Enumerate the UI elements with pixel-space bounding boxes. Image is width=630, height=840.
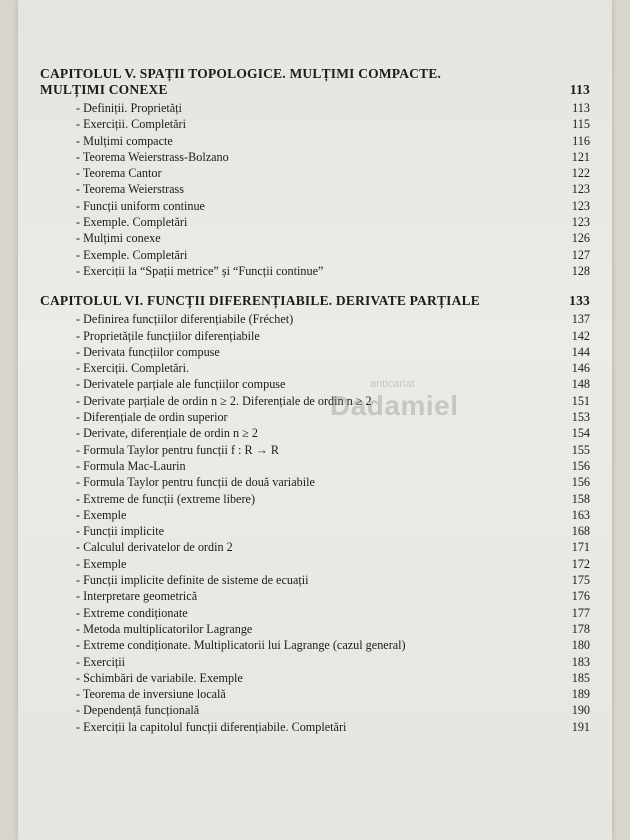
- toc-entry: [40, 100, 590, 116]
- toc-entry-label: - Formula Taylor pentru funcții f : R → R: [76, 442, 280, 457]
- toc-entry-page: 123: [571, 198, 590, 213]
- toc-entry-page: 153: [571, 410, 590, 425]
- toc-entry-label: - Mulțimi compacte: [76, 133, 173, 148]
- toc-entry-label: - Exemple. Completări: [76, 215, 188, 230]
- toc-entry: [40, 670, 590, 686]
- chapter-vi: [40, 293, 590, 735]
- toc-entry: [40, 328, 590, 344]
- toc-entry-label: - Extreme de funcții (extreme libere): [76, 491, 255, 506]
- toc-entry: [40, 165, 590, 181]
- toc-entry-label: - Extreme condiționate: [76, 605, 188, 620]
- toc-entry-page: 123: [571, 182, 590, 197]
- chapter-title: CAPITOLUL VI. FUNCȚII DIFERENȚIABILE. DERIVATE PARȚIALE: [40, 293, 480, 309]
- toc-entry-page: 154: [571, 426, 590, 441]
- toc-entry-label: - Teorema Weierstrass: [76, 182, 185, 197]
- toc-entry: [40, 214, 590, 230]
- toc-entry-label: - Teorema de inversiune locală: [76, 687, 226, 702]
- toc-entry: [40, 686, 590, 702]
- toc-entry: [40, 458, 590, 474]
- toc-entry-label: - Formula Mac-Laurin: [76, 458, 186, 473]
- toc-entry-label: - Extreme condiționate. Multiplicatorii lui Lagrange (cazul general): [76, 638, 406, 653]
- toc-entry: [40, 572, 590, 588]
- toc-entry: [40, 247, 590, 263]
- toc-entry-label: - Definirea funcțiilor diferențiabile (Fréchet): [76, 312, 294, 327]
- toc-entry: [40, 133, 590, 149]
- toc-entry-label: - Proprietățile funcțiilor diferențiabile: [76, 328, 260, 343]
- toc-entry: [40, 230, 590, 246]
- toc-entry-page: 190: [571, 703, 590, 718]
- toc-entry-label: - Derivatele parțiale ale funcțiilor compuse: [76, 377, 286, 392]
- toc-entry: [40, 637, 590, 653]
- toc-entry-label: - Derivate parțiale de ordin n ≥ 2. Diferențiale de ordin n ≥ 2: [76, 393, 372, 408]
- toc-entry-label: - Exerciții la capitolul funcții diferențiabile. Completări: [76, 719, 347, 734]
- toc-entry-page: 168: [571, 524, 590, 539]
- chapter-v: [40, 66, 590, 279]
- document-page: [18, 0, 612, 840]
- toc-entry-label: - Exerciții la “Spații metrice” și “Funcții continue”: [76, 263, 324, 278]
- toc-entry: [40, 376, 590, 392]
- toc-entry-page: 113: [572, 101, 590, 115]
- toc-entry-page: 126: [571, 231, 590, 246]
- toc-entry-label: - Metoda multiplicatorilor Lagrange: [76, 621, 253, 636]
- toc-entry-page: 122: [571, 166, 590, 181]
- toc-entry: [40, 149, 590, 165]
- toc-entry-label: - Funcții implicite definite de sisteme de ecuații: [76, 573, 309, 588]
- toc-entry-label: - Exemple. Completări: [76, 247, 188, 262]
- toc-entry-page: 191: [571, 719, 590, 734]
- toc-entry-label: - Interpretare geometrică: [76, 589, 198, 604]
- toc-entry: [40, 507, 590, 523]
- toc-entry-label: - Schimbări de variabile. Exemple: [76, 670, 243, 685]
- toc-entry: [40, 702, 590, 718]
- toc-entry-page: 176: [571, 589, 590, 604]
- toc-entry: [40, 588, 590, 604]
- toc-entry: [40, 360, 590, 376]
- toc-entry-label: - Dependență funcțională: [76, 703, 200, 718]
- toc-entry: [40, 621, 590, 637]
- toc-entry: [40, 393, 590, 409]
- toc-entry-page: 142: [571, 328, 590, 343]
- toc-entry: [40, 491, 590, 507]
- toc-entry: [40, 198, 590, 214]
- toc-entry-label: - Calculul derivatelor de ordin 2: [76, 540, 233, 555]
- toc-entry-label: - Exerciții. Completări.: [76, 361, 190, 376]
- toc-entry-label: - Funcții implicite: [76, 524, 165, 539]
- toc-entry: [40, 539, 590, 555]
- toc-entry-page: 171: [571, 540, 590, 555]
- toc-entry: [40, 605, 590, 621]
- toc-entry: [40, 442, 590, 458]
- watermark-small-text: anticariat: [370, 378, 415, 390]
- toc-entry-page: 128: [571, 263, 590, 278]
- toc-entry-page: 146: [571, 361, 590, 376]
- toc-entry-page: 180: [571, 638, 590, 653]
- toc-entry: [40, 181, 590, 197]
- toc-entry: [40, 719, 590, 735]
- toc-entry: [40, 263, 590, 279]
- toc-entry: [40, 474, 590, 490]
- toc-entry: [40, 556, 590, 572]
- toc-entry-page: 148: [571, 377, 590, 392]
- toc-entry-page: 151: [571, 393, 590, 408]
- toc-entry-page: 127: [571, 247, 590, 262]
- toc-entry-page: 178: [571, 621, 590, 636]
- watermark-big-text: Dadamiel: [330, 390, 459, 421]
- toc-entry: [40, 654, 590, 670]
- toc-entry-page: 185: [571, 670, 590, 685]
- toc-entry-label: - Diferențiale de ordin superior: [76, 410, 228, 425]
- toc-entry-page: 189: [571, 687, 590, 702]
- toc-entry: [40, 116, 590, 132]
- toc-entry-page: 177: [571, 605, 590, 620]
- toc-entry-page: 158: [571, 491, 590, 506]
- chapter-page-number: 113: [569, 82, 590, 97]
- toc-entry-page: 172: [571, 556, 590, 571]
- toc-entry: [40, 523, 590, 539]
- toc-entry-label: - Definiții. Proprietăți: [76, 101, 182, 115]
- toc-entry-label: - Derivata funcțiilor compuse: [76, 344, 220, 359]
- toc-entry-page: 121: [571, 149, 590, 164]
- toc-entry-page: 183: [571, 654, 590, 669]
- chapter-heading: [40, 66, 590, 98]
- chapter-entries: [40, 311, 590, 735]
- toc-entry-label: - Exerciții: [76, 654, 126, 669]
- toc-entry-page: 115: [572, 117, 590, 132]
- chapter-heading: [40, 293, 590, 309]
- toc-entry-label: - Exemple: [76, 556, 127, 571]
- toc-entry-label: - Mulțimi conexe: [76, 231, 161, 246]
- toc-entry-page: 144: [571, 344, 590, 359]
- toc-entry: [40, 425, 590, 441]
- toc-entry-page: 123: [571, 215, 590, 230]
- chapter-entries: [40, 100, 590, 279]
- toc-entry-page: 163: [571, 507, 590, 522]
- toc-entry-page: 175: [571, 573, 590, 588]
- toc-entry-page: 137: [571, 312, 590, 327]
- toc-entry-page: 116: [572, 133, 590, 148]
- toc-entry-label: - Exerciții. Completări: [76, 117, 186, 132]
- toc-entry-label: - Funcții uniform continue: [76, 198, 205, 213]
- toc-entry-label: - Derivate, diferențiale de ordin n ≥ 2: [76, 426, 258, 441]
- toc-entry-label: - Formula Taylor pentru funcții de două variabile: [76, 475, 315, 490]
- toc-entry-label: - Exemple: [76, 507, 127, 522]
- table-of-contents: [40, 66, 590, 749]
- toc-entry-label: - Teorema Cantor: [76, 166, 162, 181]
- toc-entry-page: 155: [571, 442, 590, 457]
- toc-entry: [40, 344, 590, 360]
- chapter-title: CAPITOLUL V. SPAȚII TOPOLOGICE. MULȚIMI COMPACTE. MULȚIMI CONEXE: [40, 66, 442, 97]
- toc-entry: [40, 311, 590, 327]
- toc-entry-page: 156: [571, 458, 590, 473]
- toc-entry-label: - Teorema Weierstrass-Bolzano: [76, 149, 229, 164]
- toc-entry: [40, 409, 590, 425]
- toc-entry-page: 156: [571, 475, 590, 490]
- chapter-page-number: 133: [569, 293, 590, 309]
